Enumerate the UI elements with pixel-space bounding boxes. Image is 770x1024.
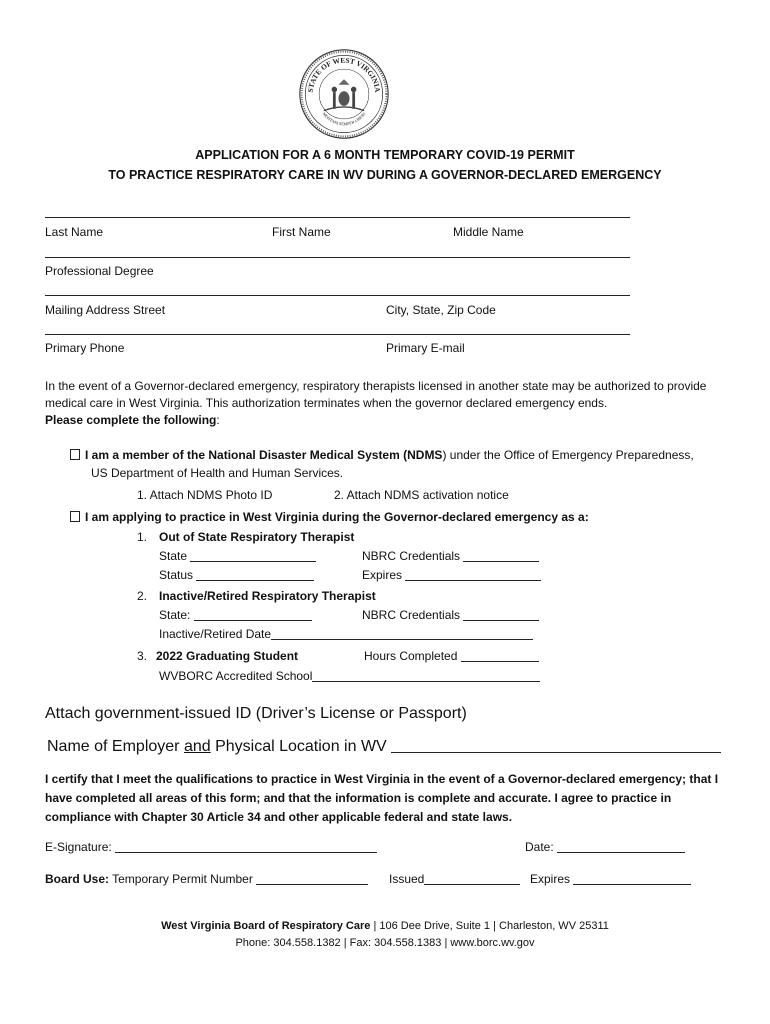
- ndms-option[interactable]: [70, 448, 694, 462]
- applying-checkbox[interactable]: [70, 511, 80, 522]
- opt3-title: 2022 Graduating Student: [156, 649, 299, 663]
- ndms-dept-text: US Department of Health and Human Services.: [91, 466, 344, 480]
- opt3-school[interactable]: [159, 669, 540, 683]
- opt2-nbrc[interactable]: [362, 608, 539, 622]
- date-label: Date:: [525, 840, 554, 854]
- applying-option[interactable]: [70, 510, 589, 524]
- opt2-date-line[interactable]: [271, 639, 533, 640]
- date-field[interactable]: [525, 840, 685, 854]
- opt1-state[interactable]: [159, 549, 316, 563]
- opt2-nbrc-line[interactable]: [463, 620, 539, 621]
- expires-field[interactable]: [530, 872, 691, 886]
- opt2-nbrc-label: NBRC Credentials: [362, 608, 461, 622]
- attach-id-heading: Attach government-issued ID (Driver’s License or Passport): [45, 705, 467, 722]
- employer-label-post: Physical Location in WV: [210, 738, 392, 755]
- board-use-label: Board Use:: [45, 872, 110, 886]
- form-title-line-2: TO PRACTICE RESPIRATORY CARE IN WV DURING A GOVERNOR-DECLARED EMERGENCY: [108, 168, 662, 182]
- primary-phone-label: Primary Phone: [45, 341, 125, 355]
- degree-field-line[interactable]: [45, 257, 630, 258]
- esignature-line[interactable]: [115, 852, 377, 853]
- opt3-hours-label: Hours Completed: [364, 649, 458, 663]
- opt1-nbrc[interactable]: [362, 549, 539, 563]
- date-line[interactable]: [557, 852, 685, 853]
- opt3-number: 3.: [137, 649, 148, 663]
- mailing-address-label: Mailing Address Street: [45, 303, 166, 317]
- employer-label-pre: Name of Employer: [47, 738, 184, 755]
- ndms-item-activation: 2. Attach NDMS activation notice: [334, 488, 509, 502]
- opt2-title: Inactive/Retired Respiratory Therapist: [159, 589, 376, 603]
- ndms-checkbox[interactable]: [70, 449, 80, 460]
- opt1-status-line[interactable]: [196, 580, 314, 581]
- last-name-label: Last Name: [45, 225, 104, 239]
- permit-number-line[interactable]: [256, 884, 368, 885]
- footer-org: West Virginia Board of Respiratory Care: [161, 920, 371, 932]
- opt1-expires-label: Expires: [362, 568, 403, 582]
- opt3-school-label: WVBORC Accredited School: [159, 669, 313, 683]
- state-seal-logo: [298, 48, 390, 140]
- employer-label-and: and: [183, 738, 211, 755]
- opt3-hours[interactable]: [364, 649, 539, 663]
- footer-contact: Phone: 304.558.1382 | Fax: 304.558.1383 | www.borc.wv.gov: [235, 937, 535, 949]
- opt1-status[interactable]: [159, 568, 314, 582]
- employer-line[interactable]: [391, 752, 721, 753]
- contact-field-line[interactable]: [45, 334, 630, 335]
- ndms-bold-text: I am a member of the National Disaster Medical System (NDMS: [85, 448, 443, 462]
- opt1-number: 1.: [137, 530, 148, 544]
- opt2-number: 2.: [137, 589, 148, 603]
- please-complete-text: Please complete the following: [45, 413, 217, 427]
- opt2-date[interactable]: [159, 627, 533, 641]
- intro-text: In the event of a Governor-declared emergency, respiratory therapists licensed in another state may be authorized to provide medical care in West Virginia. This authorization terminates when the governor declared emergency ends.: [45, 379, 707, 410]
- footer-address: [0, 920, 770, 932]
- issued-field[interactable]: [389, 872, 520, 886]
- opt2-state-label: State:: [159, 608, 191, 622]
- opt2-state-line[interactable]: [194, 620, 312, 621]
- opt1-expires[interactable]: [362, 568, 541, 582]
- intro-paragraph: [45, 378, 725, 429]
- board-expires-label: Expires: [530, 872, 571, 886]
- issued-line[interactable]: [424, 884, 520, 885]
- board-expires-line[interactable]: [573, 884, 691, 885]
- esignature-label: E-Signature:: [45, 840, 112, 854]
- form-title-line-1: APPLICATION FOR A 6 MONTH TEMPORARY COVID-19 PERMIT: [195, 148, 575, 162]
- issued-label: Issued: [389, 872, 425, 886]
- ndms-text-rest: ) under the Office of Emergency Preparedness,: [442, 448, 694, 462]
- opt1-state-label: State: [159, 549, 188, 563]
- opt1-nbrc-line[interactable]: [463, 561, 539, 562]
- certification-statement: I certify that I meet the qualifications to practice in West Virginia in the event of a Governor-declared emergency; that I have completed all areas of this form; and that the information is complete and accurate. I agree to practice in compliance with Chapter 30 Article 34 and other applicable federal and state laws.: [45, 772, 719, 824]
- opt1-status-label: Status: [159, 568, 194, 582]
- svg-text:STATE OF WEST VIRGINIA: STATE OF WEST VIRGINIA: [305, 55, 383, 93]
- middle-name-label: Middle Name: [453, 225, 524, 239]
- professional-degree-label: Professional Degree: [45, 264, 154, 278]
- opt3-hours-line[interactable]: [461, 661, 539, 662]
- opt1-title: Out of State Respiratory Therapist: [159, 530, 355, 544]
- opt1-state-line[interactable]: [190, 561, 316, 562]
- opt2-date-label: Inactive/Retired Date: [159, 627, 272, 641]
- applying-heading: I am applying to practice in West Virginia during the Governor-declared emergency as a:: [85, 510, 589, 524]
- opt3-school-line[interactable]: [312, 681, 540, 682]
- opt1-expires-line[interactable]: [405, 580, 541, 581]
- svg-text:MONTANI SEMPER LIBERI: MONTANI SEMPER LIBERI: [321, 111, 367, 127]
- first-name-label: First Name: [272, 225, 331, 239]
- employer-field[interactable]: [47, 738, 721, 756]
- footer-address-text: | 106 Dee Drive, Suite 1 | Charleston, WV 25311: [370, 920, 609, 932]
- primary-email-label: Primary E-mail: [386, 341, 465, 355]
- esignature-field[interactable]: [45, 840, 377, 854]
- board-use-row: [45, 872, 368, 886]
- city-state-zip-label: City, State, Zip Code: [386, 303, 496, 317]
- opt1-nbrc-label: NBRC Credentials: [362, 549, 461, 563]
- name-field-line[interactable]: [45, 217, 630, 218]
- please-colon: :: [216, 413, 220, 427]
- address-field-line[interactable]: [45, 295, 630, 296]
- opt2-state[interactable]: [159, 608, 312, 622]
- permit-number-label: Temporary Permit Number: [109, 872, 253, 886]
- ndms-item-photo-id: 1. Attach NDMS Photo ID: [137, 488, 273, 502]
